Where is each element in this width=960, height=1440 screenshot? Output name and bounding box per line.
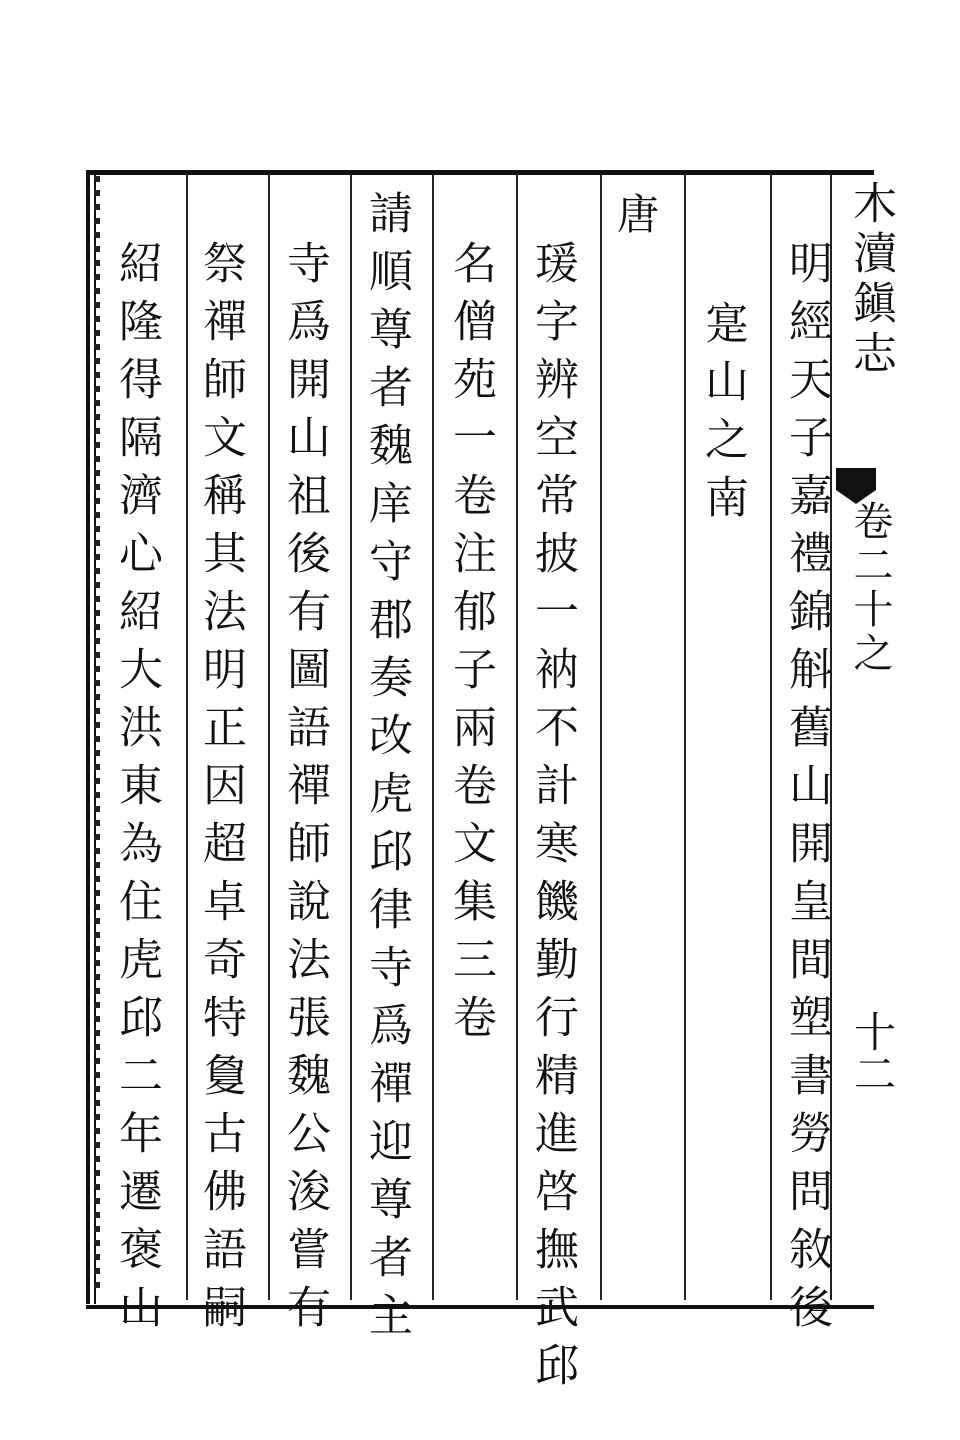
column-rule: [770, 175, 772, 1300]
column-rule: [186, 175, 188, 1300]
edge-marks: [94, 176, 100, 1296]
text-column: 明經天子嘉禮錦斛舊山開皇間塑書勞問敘後: [781, 240, 832, 1342]
text-column: 寺爲開山祖後有圖語禪師說法張魏公浚嘗有: [279, 240, 330, 1342]
column-rule: [684, 175, 686, 1300]
text-column: 寔山之南: [697, 300, 748, 532]
column-rule: [516, 175, 518, 1300]
text-column: 請順尊者魏庠守郡奏改虎邱律寺爲禪迎尊者主: [361, 190, 412, 1350]
column-rule: [600, 175, 602, 1300]
text-column: 瑗字辨空常披一衲不計寒饑勤行精進啓撫武邱: [527, 240, 578, 1400]
volume-label: 卷二十之: [847, 500, 893, 676]
dynasty-heading: 唐: [611, 192, 660, 248]
book-title: 木瀆鎭志: [845, 180, 896, 380]
column-rule: [350, 175, 352, 1300]
fish-tail-mark: [836, 468, 876, 490]
folio-number: 十二: [848, 1010, 897, 1094]
text-column: 紹隆得隔濟心紹大洪東為住虎邱二年遷褒山: [111, 240, 162, 1342]
text-column: 名僧苑一卷注郁子兩卷文集三卷: [445, 240, 496, 1052]
column-rule: [268, 175, 270, 1300]
text-column: 祭禪師文稱其法明正因超卓奇特敻古佛語嗣: [195, 240, 246, 1342]
column-rule: [432, 175, 434, 1300]
